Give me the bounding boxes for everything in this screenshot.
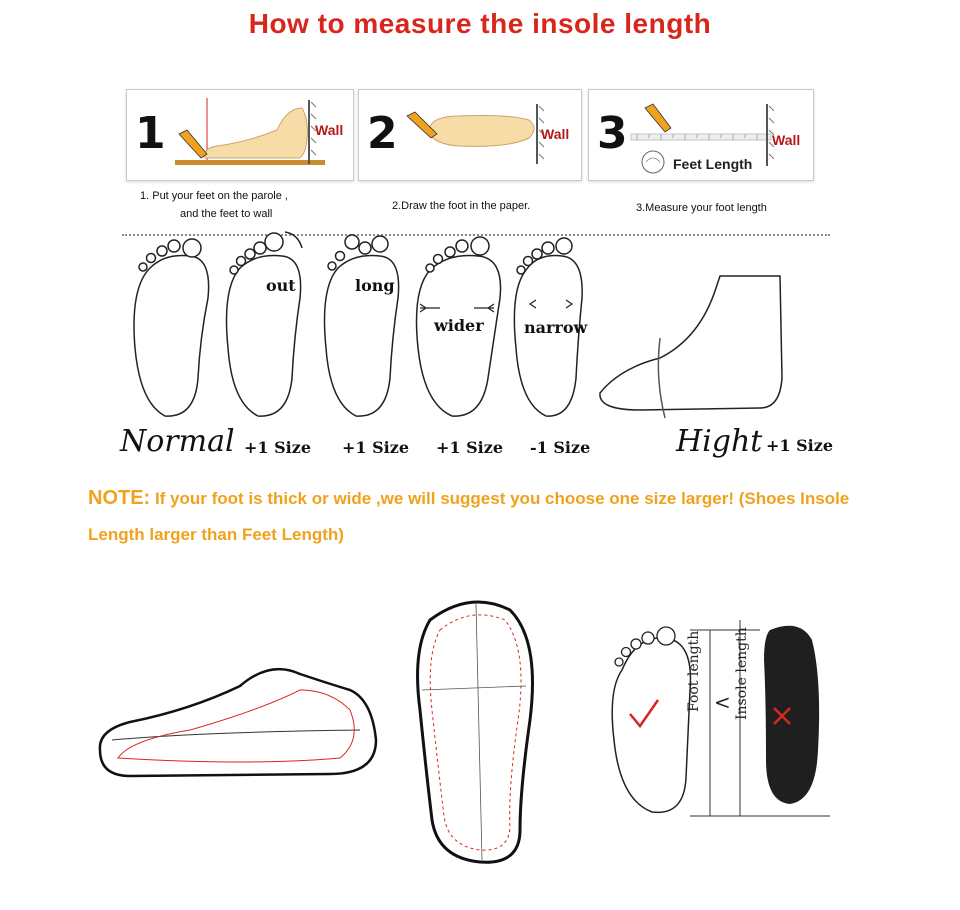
step-panel-3 [588,89,814,181]
foot-length-vertical-label: Foot length [686,630,702,712]
foot-type-label-hight: Hight [676,424,763,459]
size-narrow: -1 Size [530,438,591,457]
step-number-2: 2 [367,108,398,159]
step-panel-1 [126,89,354,181]
less-than-symbol: < [714,690,731,714]
step-caption-3: 3.Measure your foot length [636,202,767,214]
size-wider: +1 Size [436,438,504,457]
shoe-insole-illustrations [0,590,960,910]
feet-length-label: Feet Length [673,156,753,172]
foot-type-label-wider: wider [434,316,484,335]
step-number-3: 3 [597,108,628,159]
step-panel-2 [358,89,582,181]
note-text [88,480,908,553]
wall-label-3: Wall [772,132,801,148]
foot-type-label-long: long [355,276,395,295]
insole-length-vertical-label: Insole length [734,627,750,720]
size-hight: +1 Size [766,436,834,455]
size-long: +1 Size [342,438,410,457]
foot-type-label-normal: Normal [120,424,235,459]
wall-label-2: Wall [541,126,570,142]
step-number-1: 1 [135,108,166,159]
size-out: +1 Size [244,438,312,457]
foot-type-label-narrow: narrow [524,318,588,337]
foot-outline-icon [612,627,690,812]
insole-black-icon [764,626,819,804]
note-lead: NOTE: [88,487,151,509]
note-body: If your foot is thick or wide ,we will suggest you choose one size larger! (Shoes Insole Length larger than Feet Length) [88,489,850,544]
step-caption-1: 1. Put your feet on the parole , and the feet to wall [140,190,288,220]
insole-outline-icon [418,602,533,862]
shoe-side-icon [100,669,376,776]
step-caption-2: 2.Draw the foot in the paper. [392,200,531,212]
page-title: How to measure the insole length [248,8,712,39]
wall-label-1: Wall [315,122,344,138]
foot-type-label-out: out [266,276,296,295]
